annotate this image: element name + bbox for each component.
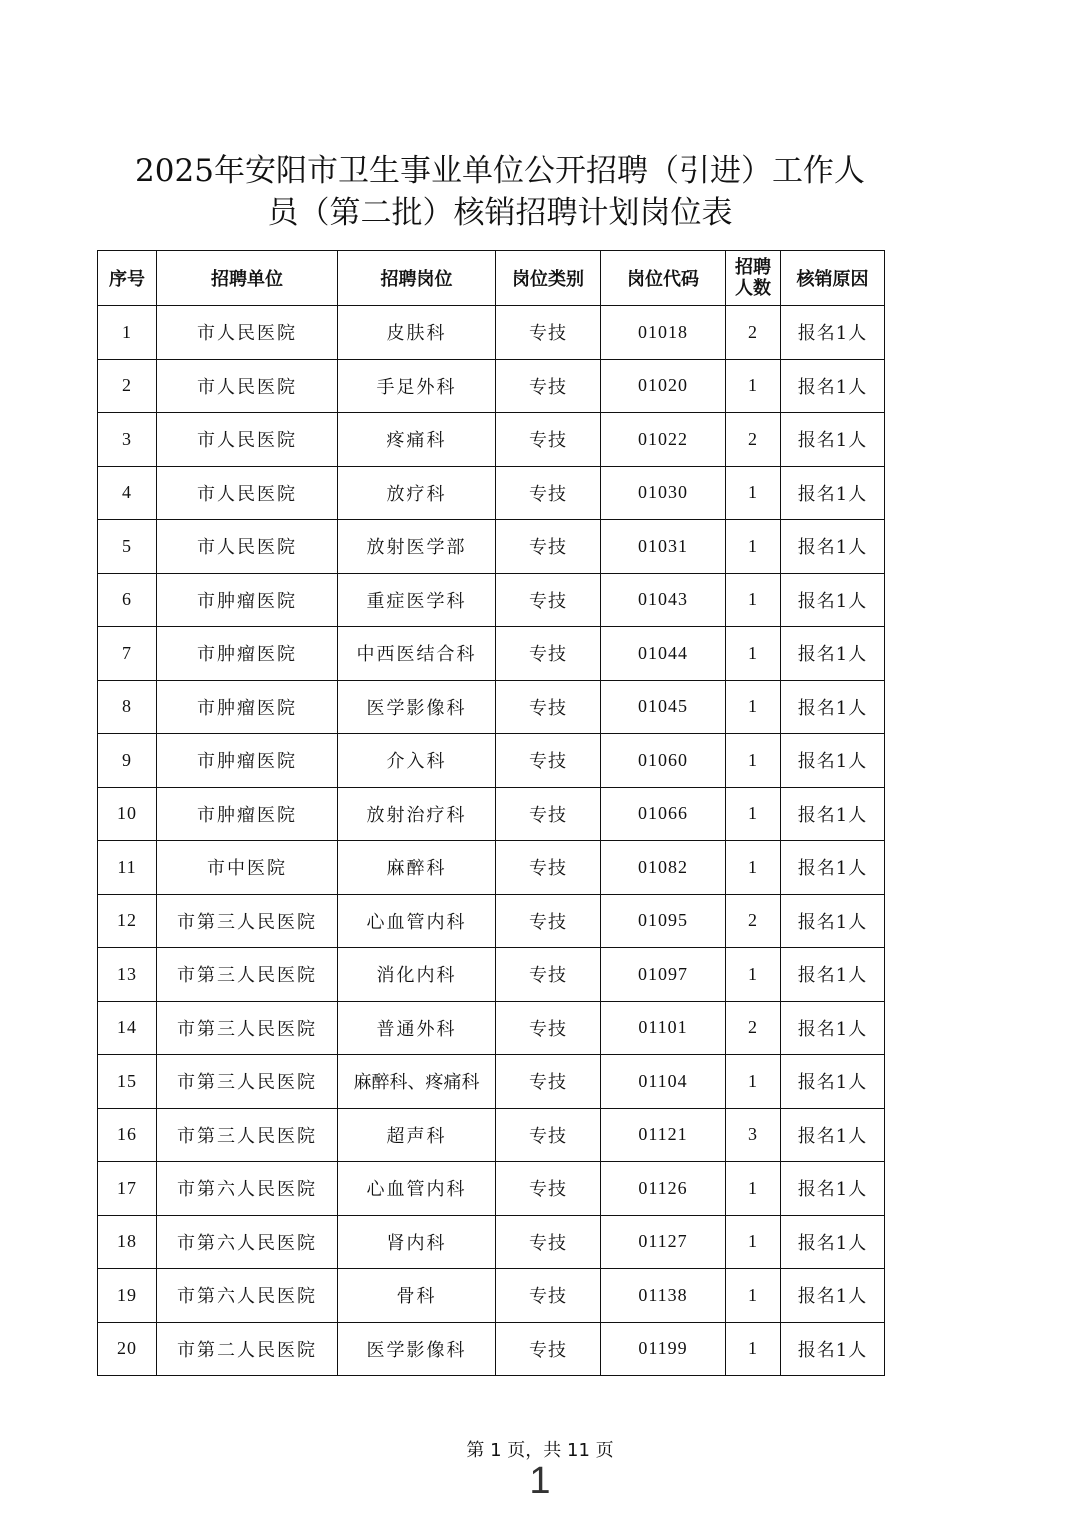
cell-position: 皮肤科 — [338, 306, 496, 360]
cell-category: 专技 — [496, 1215, 601, 1269]
cell-category: 专技 — [496, 787, 601, 841]
cell-position: 重症医学科 — [338, 573, 496, 627]
cell-count: 2 — [726, 413, 781, 467]
cell-count: 1 — [726, 1055, 781, 1109]
cell-code: 01044 — [601, 627, 726, 681]
table-row — [98, 1215, 885, 1269]
table-body — [98, 306, 885, 1376]
cell-unit: 市第六人民医院 — [157, 1269, 338, 1323]
cell-reason: 报名1人 — [781, 466, 885, 520]
cell-unit: 市第六人民医院 — [157, 1215, 338, 1269]
cell-position: 放射医学部 — [338, 520, 496, 574]
cell-code: 01121 — [601, 1108, 726, 1162]
header-count — [726, 251, 781, 306]
cell-unit: 市人民医院 — [157, 520, 338, 574]
cell-reason: 报名1人 — [781, 680, 885, 734]
cell-position: 放疗科 — [338, 466, 496, 520]
header-count-line1: 招聘 — [735, 257, 771, 278]
cell-code: 01031 — [601, 520, 726, 574]
table-row — [98, 787, 885, 841]
cell-category: 专技 — [496, 466, 601, 520]
cell-category: 专技 — [496, 573, 601, 627]
cell-category: 专技 — [496, 413, 601, 467]
cell-code: 01082 — [601, 841, 726, 895]
table-row — [98, 466, 885, 520]
cell-reason: 报名1人 — [781, 359, 885, 413]
document-title — [0, 150, 1000, 234]
cell-seq: 5 — [98, 520, 157, 574]
cell-seq: 14 — [98, 1001, 157, 1055]
cell-unit: 市人民医院 — [157, 359, 338, 413]
cell-position: 医学影像科 — [338, 1322, 496, 1376]
table-row — [98, 359, 885, 413]
cell-category: 专技 — [496, 1162, 601, 1216]
header-unit: 招聘单位 — [157, 251, 338, 306]
cell-code: 01104 — [601, 1055, 726, 1109]
cell-unit: 市第三人民医院 — [157, 948, 338, 1002]
cell-position: 手足外科 — [338, 359, 496, 413]
cell-position: 放射治疗科 — [338, 787, 496, 841]
page-footer: 第 1 页，共 11 页 — [466, 1440, 614, 1461]
cell-position: 中西医结合科 — [338, 627, 496, 681]
table-row — [98, 894, 885, 948]
cell-position: 消化内科 — [338, 948, 496, 1002]
cell-reason: 报名1人 — [781, 948, 885, 1002]
cell-code: 01043 — [601, 573, 726, 627]
cell-reason: 报名1人 — [781, 1162, 885, 1216]
cell-code: 01095 — [601, 894, 726, 948]
cell-count: 1 — [726, 1322, 781, 1376]
cell-seq: 4 — [98, 466, 157, 520]
cell-code: 01020 — [601, 359, 726, 413]
table-row — [98, 1055, 885, 1109]
cell-code: 01101 — [601, 1001, 726, 1055]
cell-unit: 市肿瘤医院 — [157, 734, 338, 788]
cell-code: 01018 — [601, 306, 726, 360]
page-number: 1 — [529, 1460, 551, 1502]
cell-seq: 1 — [98, 306, 157, 360]
table-row — [98, 1162, 885, 1216]
cell-reason: 报名1人 — [781, 306, 885, 360]
cell-category: 专技 — [496, 520, 601, 574]
cell-seq: 11 — [98, 841, 157, 895]
cell-category: 专技 — [496, 841, 601, 895]
table-row — [98, 948, 885, 1002]
cell-seq: 17 — [98, 1162, 157, 1216]
table-row — [98, 413, 885, 467]
cell-reason: 报名1人 — [781, 1322, 885, 1376]
cell-count: 1 — [726, 466, 781, 520]
cell-count: 3 — [726, 1108, 781, 1162]
cell-reason: 报名1人 — [781, 627, 885, 681]
cell-unit: 市第三人民医院 — [157, 894, 338, 948]
cell-seq: 3 — [98, 413, 157, 467]
cell-count: 1 — [726, 948, 781, 1002]
cell-position: 心血管内科 — [338, 894, 496, 948]
cell-unit: 市人民医院 — [157, 466, 338, 520]
cell-seq: 10 — [98, 787, 157, 841]
cell-seq: 16 — [98, 1108, 157, 1162]
cell-code: 01045 — [601, 680, 726, 734]
cell-code: 01066 — [601, 787, 726, 841]
title-line-2: 员（第二批）核销招聘计划岗位表 — [267, 195, 733, 231]
cell-unit: 市中医院 — [157, 841, 338, 895]
cell-reason: 报名1人 — [781, 1269, 885, 1323]
cell-unit: 市肿瘤医院 — [157, 787, 338, 841]
cell-seq: 20 — [98, 1322, 157, 1376]
cell-position: 心血管内科 — [338, 1162, 496, 1216]
cell-count: 1 — [726, 573, 781, 627]
cell-count: 1 — [726, 1215, 781, 1269]
table-row — [98, 841, 885, 895]
cell-category: 专技 — [496, 306, 601, 360]
cell-count: 1 — [726, 1269, 781, 1323]
cell-seq: 15 — [98, 1055, 157, 1109]
cell-reason: 报名1人 — [781, 841, 885, 895]
table-header-row — [98, 251, 885, 306]
cell-category: 专技 — [496, 1001, 601, 1055]
cell-unit: 市人民医院 — [157, 413, 338, 467]
cell-unit: 市人民医院 — [157, 306, 338, 360]
cell-count: 1 — [726, 1162, 781, 1216]
header-count-line2: 人数 — [735, 278, 771, 299]
cell-position: 普通外科 — [338, 1001, 496, 1055]
cell-reason: 报名1人 — [781, 1055, 885, 1109]
cell-reason: 报名1人 — [781, 1001, 885, 1055]
cell-count: 1 — [726, 520, 781, 574]
cell-reason: 报名1人 — [781, 413, 885, 467]
cell-code: 01126 — [601, 1162, 726, 1216]
cell-reason: 报名1人 — [781, 573, 885, 627]
cell-code: 01138 — [601, 1269, 726, 1323]
cell-category: 专技 — [496, 1322, 601, 1376]
header-reason: 核销原因 — [781, 251, 885, 306]
cell-unit: 市肿瘤医院 — [157, 627, 338, 681]
cell-count: 1 — [726, 787, 781, 841]
header-category: 岗位类别 — [496, 251, 601, 306]
table-row — [98, 1001, 885, 1055]
table-row — [98, 627, 885, 681]
cell-unit: 市第三人民医院 — [157, 1055, 338, 1109]
cell-code: 01060 — [601, 734, 726, 788]
cell-category: 专技 — [496, 1108, 601, 1162]
cell-seq: 2 — [98, 359, 157, 413]
cell-seq: 6 — [98, 573, 157, 627]
cell-unit: 市第三人民医院 — [157, 1001, 338, 1055]
cell-position: 麻醉科、疼痛科 — [338, 1055, 496, 1109]
cell-category: 专技 — [496, 1269, 601, 1323]
table-row — [98, 680, 885, 734]
cell-reason: 报名1人 — [781, 1108, 885, 1162]
cell-unit: 市肿瘤医院 — [157, 573, 338, 627]
cell-count: 2 — [726, 306, 781, 360]
cell-code: 01127 — [601, 1215, 726, 1269]
table-row — [98, 573, 885, 627]
cell-unit: 市第六人民医院 — [157, 1162, 338, 1216]
header-code: 岗位代码 — [601, 251, 726, 306]
table-row — [98, 306, 885, 360]
cell-count: 1 — [726, 841, 781, 895]
table-row — [98, 734, 885, 788]
cell-position: 麻醉科 — [338, 841, 496, 895]
cell-count: 1 — [726, 734, 781, 788]
cell-code: 01097 — [601, 948, 726, 1002]
cell-category: 专技 — [496, 627, 601, 681]
recruitment-plan-table — [97, 250, 885, 1376]
table-row — [98, 520, 885, 574]
cell-seq: 13 — [98, 948, 157, 1002]
cell-reason: 报名1人 — [781, 1215, 885, 1269]
cell-category: 专技 — [496, 1055, 601, 1109]
header-seq: 序号 — [98, 251, 157, 306]
cell-count: 2 — [726, 894, 781, 948]
cell-unit: 市第二人民医院 — [157, 1322, 338, 1376]
cell-count: 2 — [726, 1001, 781, 1055]
cell-category: 专技 — [496, 948, 601, 1002]
cell-position: 介入科 — [338, 734, 496, 788]
header-position: 招聘岗位 — [338, 251, 496, 306]
cell-unit: 市第三人民医院 — [157, 1108, 338, 1162]
cell-seq: 19 — [98, 1269, 157, 1323]
cell-code: 01199 — [601, 1322, 726, 1376]
cell-count: 1 — [726, 359, 781, 413]
cell-position: 肾内科 — [338, 1215, 496, 1269]
cell-seq: 8 — [98, 680, 157, 734]
cell-count: 1 — [726, 627, 781, 681]
title-line-1: 2025年安阳市卫生事业单位公开招聘（引进）工作人 — [135, 153, 865, 189]
cell-seq: 18 — [98, 1215, 157, 1269]
cell-reason: 报名1人 — [781, 734, 885, 788]
table-row — [98, 1108, 885, 1162]
table-row — [98, 1269, 885, 1323]
cell-category: 专技 — [496, 680, 601, 734]
cell-position: 骨科 — [338, 1269, 496, 1323]
cell-seq: 7 — [98, 627, 157, 681]
cell-category: 专技 — [496, 734, 601, 788]
cell-position: 超声科 — [338, 1108, 496, 1162]
cell-unit: 市肿瘤医院 — [157, 680, 338, 734]
table-row — [98, 1322, 885, 1376]
cell-position: 疼痛科 — [338, 413, 496, 467]
cell-reason: 报名1人 — [781, 787, 885, 841]
cell-seq: 9 — [98, 734, 157, 788]
cell-code: 01030 — [601, 466, 726, 520]
cell-count: 1 — [726, 680, 781, 734]
cell-code: 01022 — [601, 413, 726, 467]
cell-category: 专技 — [496, 894, 601, 948]
cell-position: 医学影像科 — [338, 680, 496, 734]
cell-reason: 报名1人 — [781, 520, 885, 574]
cell-reason: 报名1人 — [781, 894, 885, 948]
cell-seq: 12 — [98, 894, 157, 948]
cell-category: 专技 — [496, 359, 601, 413]
